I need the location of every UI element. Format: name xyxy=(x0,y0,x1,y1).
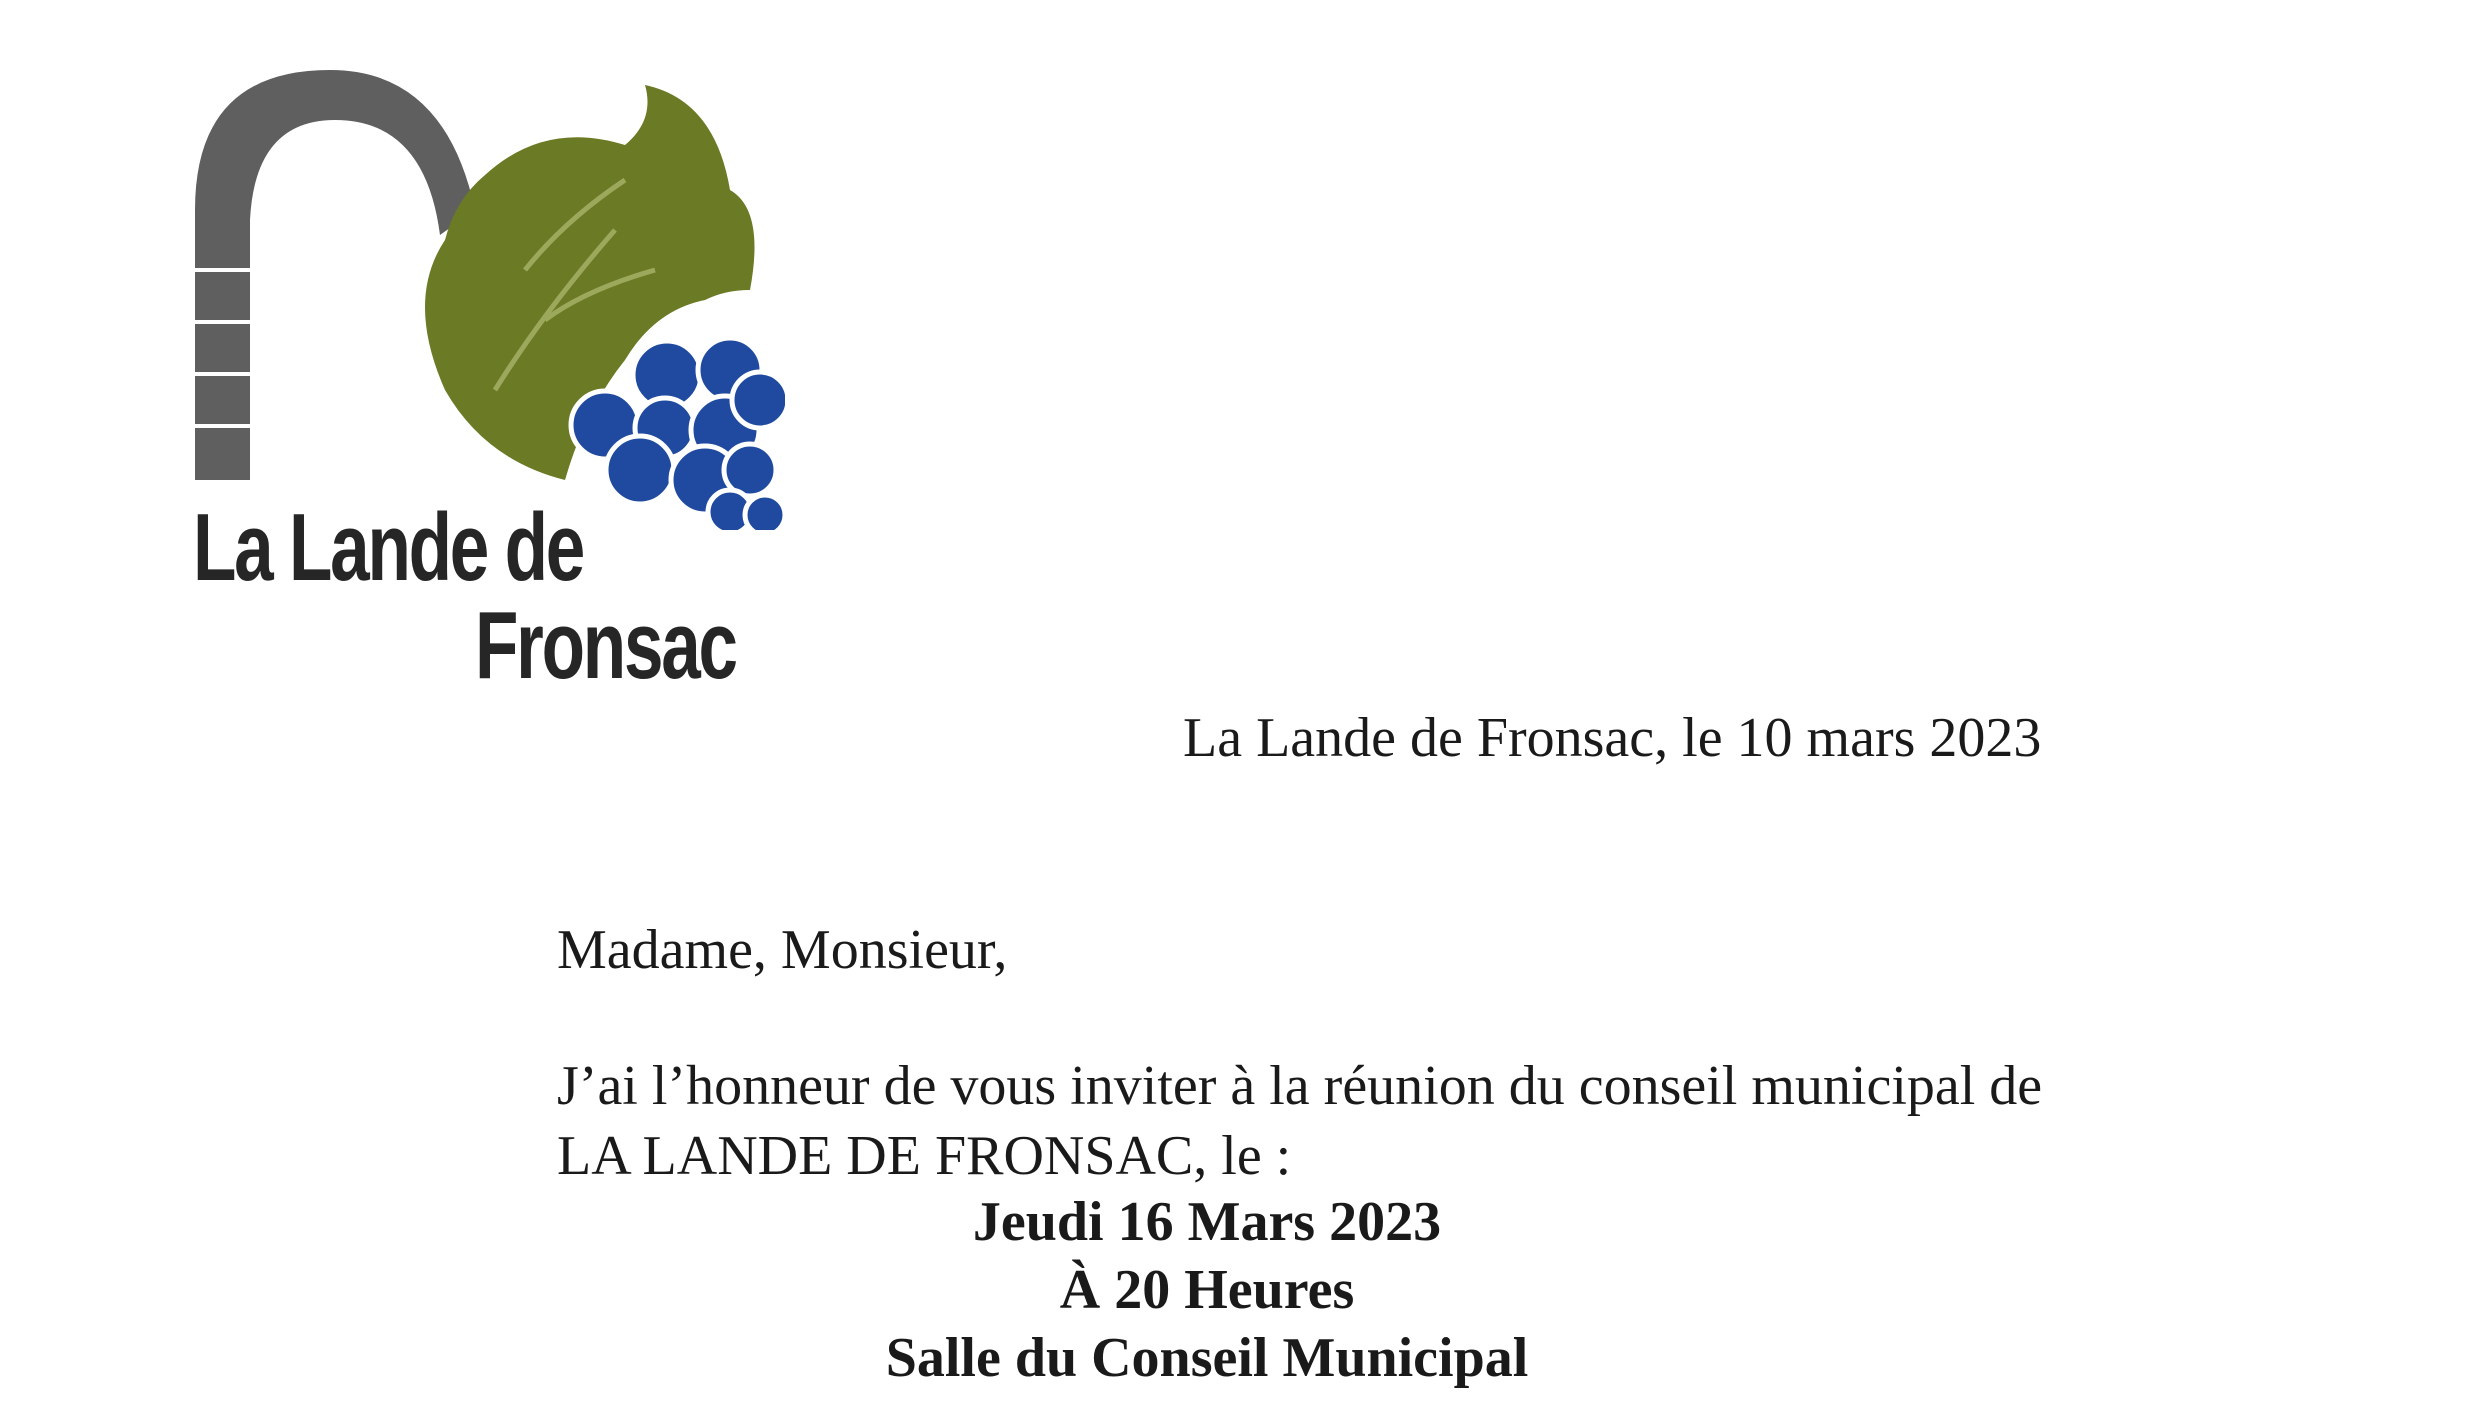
letter-salutation: Madame, Monsieur, xyxy=(557,919,1008,981)
meeting-date: Jeudi 16 Mars 2023 xyxy=(972,1191,1442,1253)
logo-text-line2: Fronsac xyxy=(475,592,736,699)
letter-date: La Lande de Fronsac, le 10 mars 2023 xyxy=(1183,707,2042,769)
letter-body-line2: LA LANDE DE FRONSAC, le : xyxy=(557,1125,1292,1187)
municipal-logo xyxy=(185,60,785,700)
meeting-place: Salle du Conseil Municipal xyxy=(885,1327,1529,1389)
logo-emblem xyxy=(185,60,785,530)
logo-text-line1: La Lande de xyxy=(193,494,584,601)
meeting-time: À 20 Heures xyxy=(1059,1259,1355,1321)
letter-body-line1: J’ai l’honneur de vous inviter à la réunion du conseil municipal de xyxy=(557,1055,2043,1117)
